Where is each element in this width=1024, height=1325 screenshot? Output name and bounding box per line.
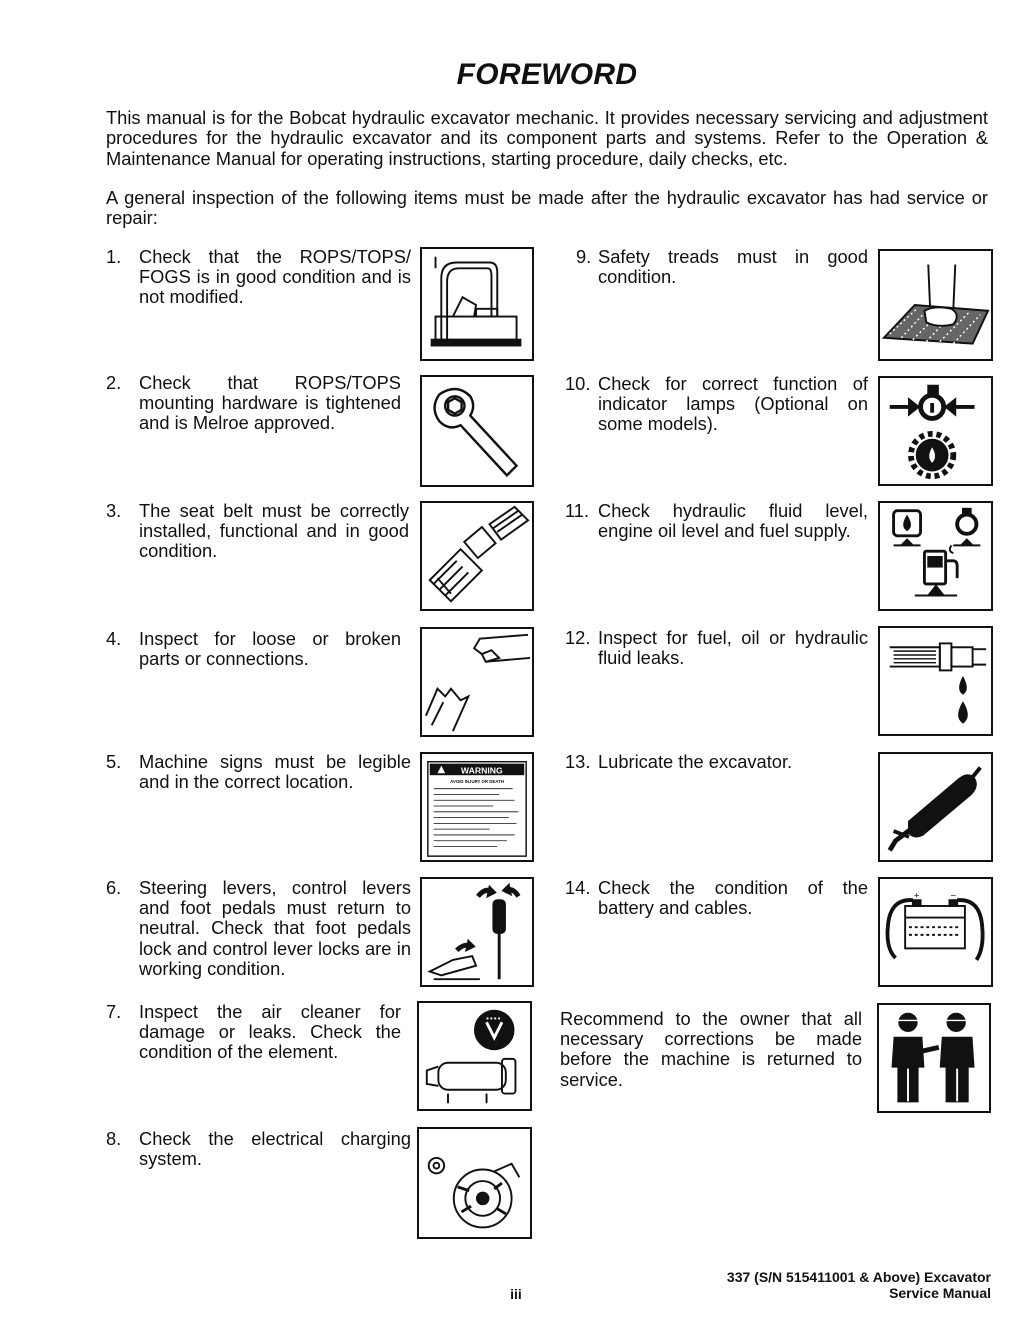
fluid-levels-icon — [878, 501, 993, 611]
warning-subheading: AVOID INJURY OR DEATH — [450, 778, 504, 784]
alternator-icon — [417, 1127, 532, 1239]
owner-recommendation: Recommend to the owner that all necessary corrections be made before the machine is returned to service. — [560, 1008, 862, 1090]
rops-cab-icon — [420, 247, 534, 361]
warning-heading: WARNING — [460, 765, 503, 776]
battery-icon — [878, 877, 993, 987]
manual-model-info: 337 (S/N 515411001 & Above) Excavator Service Manual — [726, 1269, 991, 1301]
intro-paragraph: This manual is for the Bobcat hydraulic excavator mechanic. It provides necessary servicing and adjustment procedures for the hydraulic excavator and its component parts and systems. Refer to the Operation & Maintenance Manual for operating instructions, starting procedure, daily checks, etc. — [106, 107, 988, 169]
page-number: iii — [510, 1286, 522, 1302]
air-cleaner-icon — [417, 1001, 532, 1111]
grease-gun-icon — [878, 752, 993, 862]
inspection-intro: A general inspection of the following items must be made after the hydraulic excavator has had service or repair: — [106, 187, 988, 229]
positive-terminal-label: + — [913, 890, 920, 902]
broken-part-icon — [420, 627, 534, 737]
levers-pedals-icon — [420, 877, 534, 987]
page-title: FOREWORD — [456, 58, 638, 91]
safety-tread-icon — [878, 249, 993, 361]
warning-sign-icon — [420, 752, 534, 862]
fluid-leak-icon — [878, 626, 993, 736]
indicator-lamps-icon — [878, 376, 993, 486]
seat-belt-icon — [420, 501, 534, 611]
owner-mechanic-icon — [877, 1003, 991, 1113]
wrench-icon — [420, 375, 534, 487]
negative-terminal-label: − — [950, 890, 957, 902]
